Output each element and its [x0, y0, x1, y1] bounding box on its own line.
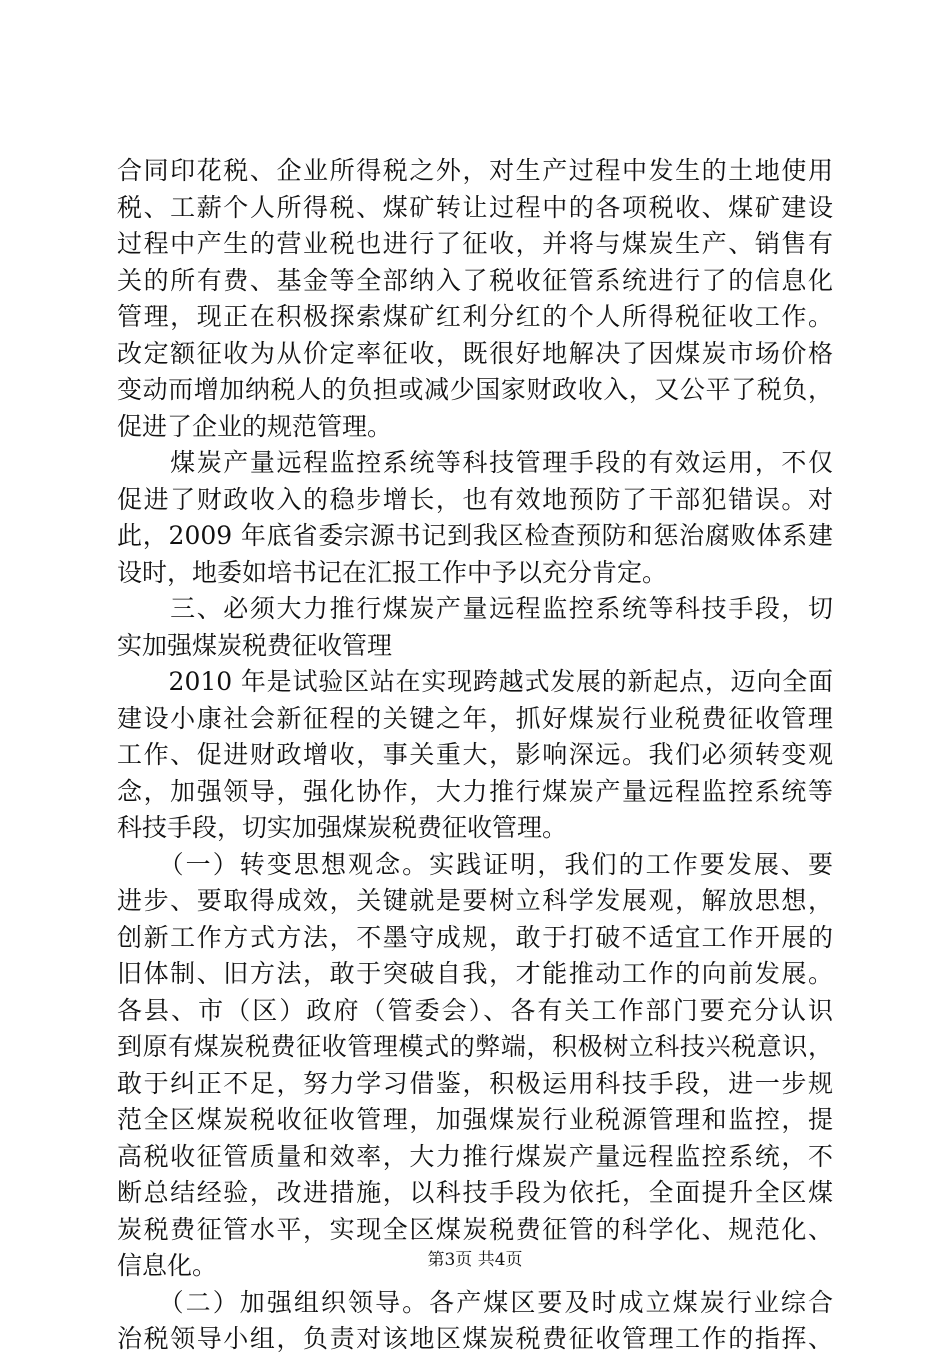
text-line: 工作、促进财政增收，事关重大，影响深远。我们必须转变观	[117, 740, 833, 769]
text-line: 此，2009 年底省委宗源书记到我区检查预防和惩治腐败体系建	[117, 521, 833, 550]
text-line: 变动而增加纳税人的负担或减少国家财政收入，又公平了税负，	[117, 375, 833, 404]
text-line: 念，加强领导，强化协作，大力推行煤炭产量远程监控系统等	[117, 776, 833, 806]
text-line: 炭税费征管水平，实现全区煤炭税费征管的科学化、规范化、	[117, 1214, 833, 1244]
text-line: 信息化。	[117, 1251, 218, 1280]
text-line: 过程中产生的营业税也进行了征收，并将与煤炭生产、销售有	[117, 229, 833, 258]
page-footer: 第3页 共4页	[427, 1250, 523, 1270]
text-line: 税、工薪个人所得税、煤矿转让过程中的各项税收、煤矿建设	[117, 192, 833, 222]
text-line: 设时，地委如培书记在汇报工作中予以充分肯定。	[117, 557, 668, 587]
text-line: 合同印花税、企业所得税之外，对生产过程中发生的土地使用	[117, 156, 833, 185]
text-line: 煤炭产量远程监控系统等科技管理手段的有效运用，不仅	[117, 448, 833, 477]
text-line: 2010 年是试验区站在实现跨越式发展的新起点，迈向全面	[117, 667, 833, 696]
text-line: 科技手段，切实加强煤炭税费征收管理。	[117, 813, 568, 842]
text-line: 各县、市（区）政府（管委会）、各有关工作部门要充分认识	[117, 995, 833, 1025]
text-line: 实加强煤炭税费征收管理	[117, 630, 393, 660]
text-line: 促进了企业的规范管理。	[117, 411, 393, 441]
document-body	[117, 153, 833, 1358]
text-line: 旧体制、旧方法，敢于突破自我，才能推动工作的向前发展。	[117, 959, 833, 988]
text-line: 治税领导小组，负责对该地区煤炭税费征收管理工作的指挥、	[117, 1324, 833, 1353]
text-line: 高税收征管质量和效率，大力推行煤炭产量远程监控系统，不	[117, 1141, 833, 1171]
text-line: 改定额征收为从价定率征收，既很好地解决了因煤炭市场价格	[117, 338, 833, 368]
text-line: 建设小康社会新征程的关键之年，抓好煤炭行业税费征收管理	[117, 703, 833, 733]
text-line: 进步、要取得成效，关键就是要树立科学发展观，解放思想，	[117, 886, 833, 915]
text-line: 三、必须大力推行煤炭产量远程监控系统等科技手段，切	[117, 594, 833, 623]
text-line: 创新工作方式方法，不墨守成规，敢于打破不适宜工作开展的	[117, 922, 833, 952]
text-line: 范全区煤炭税收征收管理，加强煤炭行业税源管理和监控，提	[117, 1105, 833, 1134]
text-line: （一）转变思想观念。实践证明，我们的工作要发展、要	[117, 849, 833, 879]
text-line: 敢于纠正不足，努力学习借鉴，积极运用科技手段，进一步规	[117, 1068, 833, 1098]
text-line: 关的所有费、基金等全部纳入了税收征管系统进行了的信息化	[117, 265, 833, 295]
text-line: 促进了财政收入的稳步增长，也有效地预防了干部犯错误。对	[117, 484, 833, 514]
text-line: 到原有煤炭税费征收管理模式的弊端，积极树立科技兴税意识，	[117, 1032, 833, 1061]
text-line: 管理，现正在积极探索煤矿红利分红的个人所得税征收工作。	[117, 302, 833, 331]
text-line: （二）加强组织领导。各产煤区要及时成立煤炭行业综合	[117, 1287, 833, 1317]
text-line: 断总结经验，改进措施，以科技手段为依托，全面提升全区煤	[117, 1178, 833, 1207]
